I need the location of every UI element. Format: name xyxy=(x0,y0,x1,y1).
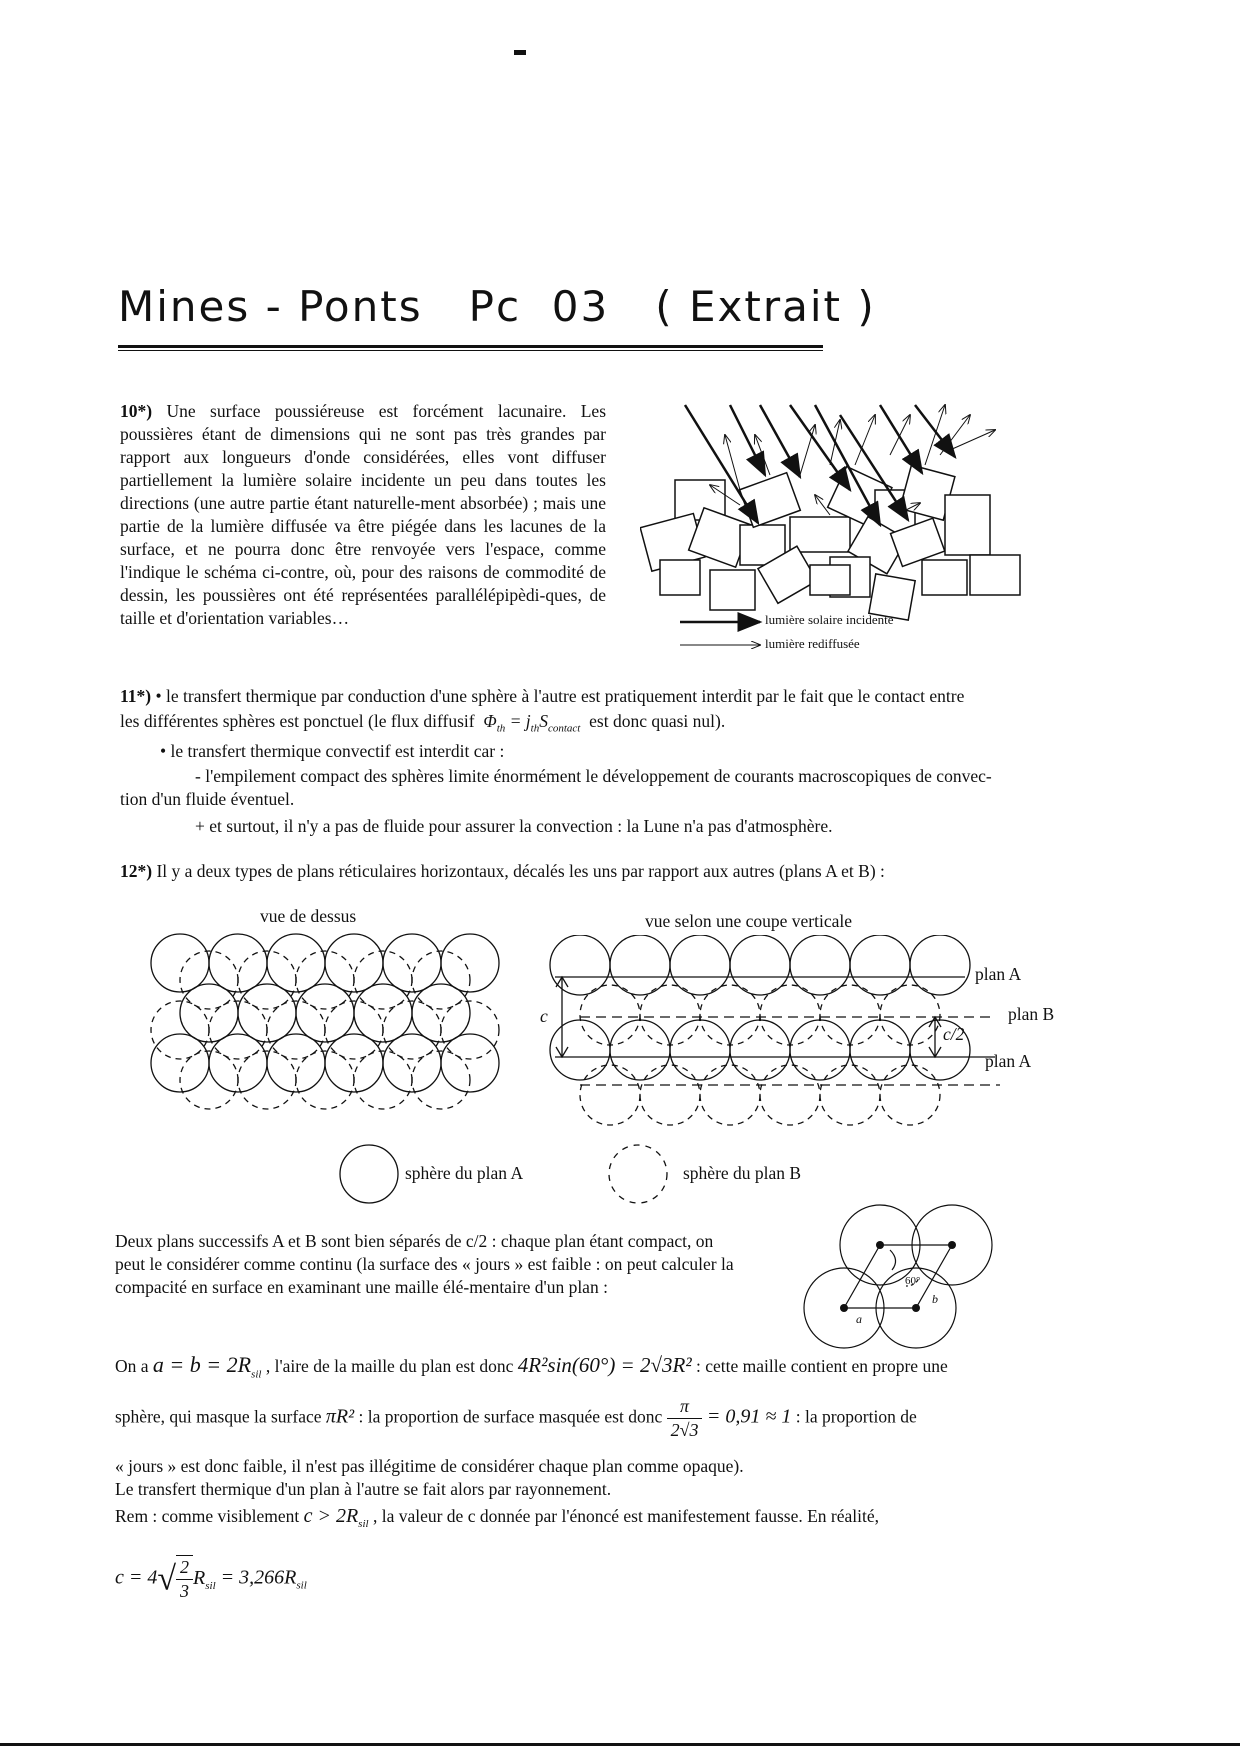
rem-b-text: , la valeur de c donnée par l'énoncé est manifestement fausse. En réalité, xyxy=(372,1506,880,1526)
rem-inequality: $c > 2R_{sil}$ xyxy=(303,1505,369,1530)
eq-a-b: $a = b = 2R_{sil}$ xyxy=(152,1352,262,1381)
unit-cell-diagram xyxy=(800,1200,1000,1350)
title-underline-2 xyxy=(118,350,823,351)
final-value: = 3,266R xyxy=(220,1566,297,1589)
flux-formula: $\Phi_{th} = j_{th}S_{contact}$ xyxy=(478,711,581,735)
q11-line2 xyxy=(120,710,725,741)
equation-line-1 xyxy=(115,1353,948,1386)
eq-pi-r2: πR² xyxy=(325,1405,355,1428)
top-view-diagram xyxy=(150,930,520,1110)
mid1-text: , l'aire de la maille du plan est donc xyxy=(265,1356,514,1376)
minus-icon: - xyxy=(195,766,206,786)
q11-flux-text: les différentes sphères est ponctuel (le flux diffusif xyxy=(120,711,475,731)
c-label: c xyxy=(540,1006,548,1026)
title-underline xyxy=(118,345,823,348)
legend-diffuse-label: lumière rediffusée xyxy=(765,636,860,651)
eq1-text: a = b = 2R xyxy=(152,1352,252,1377)
line2c-text: : la proportion de xyxy=(795,1406,917,1427)
plane-lines xyxy=(555,977,1000,1085)
q10-label: 10*) xyxy=(120,401,153,421)
side-view-caption: vue selon une coupe verticale xyxy=(645,911,852,931)
header-mark xyxy=(514,50,526,55)
q11-sub1 xyxy=(120,765,1125,811)
final-formula xyxy=(115,1555,307,1603)
sub1-text xyxy=(120,766,992,786)
legend-sphere-b-label: sphère du plan B xyxy=(683,1163,802,1183)
legend-arrows xyxy=(680,622,760,645)
three-denominator: 3 xyxy=(180,1581,190,1601)
q12-paragraph: Deux plans successifs A et B sont bien séparés de c/2 : chaque plan étant compact, on peut le considérer comme continu (la surface des « jours » est faible : on peut calculer la compacité en surface en examinant une maille élé-mentaire d'un plan : xyxy=(115,1231,734,1297)
sub1-line-b: tion d'un fluide éventuel. xyxy=(120,789,295,809)
final-subscript: sil xyxy=(296,1579,307,1592)
bullet-dot: • xyxy=(160,741,171,761)
plus-icon: + xyxy=(195,816,210,836)
q12-intro-text: Il y a deux types de plans réticulaires horizontaux, décalés les uns par rapport aux autres (plans A et B) : xyxy=(156,861,885,881)
equation-line-2 xyxy=(115,1395,917,1442)
rem-a-text: Rem : comme visiblement xyxy=(115,1506,300,1526)
end1-text: : cette maille contient en propre une xyxy=(696,1356,948,1376)
c2-label: c/2 xyxy=(943,1024,965,1044)
q11-sub2 xyxy=(195,815,832,838)
q10-text: Une surface poussiéreuse est forcément lacunaire. Les poussières étant de dimensions qui ne sont pas très grandes par rapport aux longueurs d'onde considérées, elles vont diffuser partiellement la lumière solaire incidente un peu dans toutes les directions (une autre partie étant naturelle-ment absorbée) ; mais une partie de la lumière diffusée va être piégée dans les lacunes de la surface, et ne pourra donc être renvoyée vers l'espace, comme l'indique le schéma ci-contre, où, pour des raisons de commodité de dessin, les poussières ont été représentées parallélépipèdi-ques, de taille et d'orientation variables… xyxy=(120,401,607,628)
a-label: a xyxy=(856,1312,862,1326)
legend-sphere-a-icon xyxy=(337,1142,401,1206)
two-thirds-fraction xyxy=(176,1555,193,1603)
pi-fraction xyxy=(667,1395,703,1442)
line2a-text: sphère, qui masque la surface xyxy=(115,1406,322,1427)
q12-intro xyxy=(120,860,885,883)
q11-line1 xyxy=(120,685,1120,708)
q11-convection-text: le transfert thermique convectif est interdit car : xyxy=(170,741,505,761)
q12-line3: « jours » est donc faible, il n'est pas illégitime de considérer chaque plan comme opaque). xyxy=(115,1456,744,1476)
sqrt-symbol: √ xyxy=(157,1560,177,1598)
dust-particles xyxy=(640,465,1020,620)
q11-bullet2 xyxy=(160,740,504,763)
b-label: b xyxy=(932,1292,938,1306)
on-a-text: On a xyxy=(115,1356,149,1376)
final-c: c = 4 xyxy=(115,1566,158,1589)
q11-flux-end: est donc quasi nul). xyxy=(589,711,726,731)
q12-line4: Le transfert thermique d'un plan à l'autre se fait alors par rayonnement. xyxy=(115,1479,612,1499)
plan-a-row2 xyxy=(550,1020,970,1080)
plan-a-label-bottom: plan A xyxy=(985,1051,1032,1071)
rem-line xyxy=(115,1505,879,1536)
plan-a-spheres-top xyxy=(151,934,499,1092)
pi-denominator: 2√3 xyxy=(670,1420,699,1440)
two-numerator: 2 xyxy=(176,1556,193,1580)
q11-conduction-text: • le transfert thermique par conduction d'une sphère à l'autre est pratiquement interdit par le fait que le contact entre xyxy=(155,686,965,706)
sub1-line-a: l'empilement compact des sphères limite énormément le développement de courants macroscopiques de convec- xyxy=(205,766,992,786)
q11-label: 11*) xyxy=(120,686,152,706)
sub2-text: et surtout, il n'y a pas de fluide pour assurer la convection : la Lune n'a pas d'atmosphère. xyxy=(209,816,833,836)
q10-paragraph xyxy=(120,400,606,630)
plan-b-spheres-top xyxy=(151,951,499,1109)
pi-numerator: π xyxy=(667,1395,703,1419)
legend-sphere-b-icon xyxy=(606,1142,670,1206)
legend-incident-label: lumière solaire incidente xyxy=(765,612,894,627)
page-title: Mines - Ponts Pc 03 ( Extrait ) xyxy=(118,282,876,331)
final-r: $R_{sil}$ xyxy=(193,1566,216,1592)
top-view-caption: vue de dessus xyxy=(260,906,357,926)
angle-label: 60° xyxy=(905,1275,921,1287)
line2b-text: : la proportion de surface masquée est donc xyxy=(358,1406,663,1427)
bottom-border xyxy=(0,1743,1240,1746)
plan-b-row2 xyxy=(580,1065,940,1125)
legend-sphere-a-label: sphère du plan A xyxy=(405,1163,524,1183)
eq-area: 4R²sin(60°) = 2√3R² xyxy=(517,1353,692,1377)
plan-a-row1 xyxy=(550,935,970,995)
eq-ratio: = 0,91 ≈ 1 xyxy=(706,1405,792,1428)
plan-b-label: plan B xyxy=(1008,1004,1055,1024)
q12-label: 12*) xyxy=(120,861,153,881)
plan-a-label-top: plan A xyxy=(975,964,1022,984)
